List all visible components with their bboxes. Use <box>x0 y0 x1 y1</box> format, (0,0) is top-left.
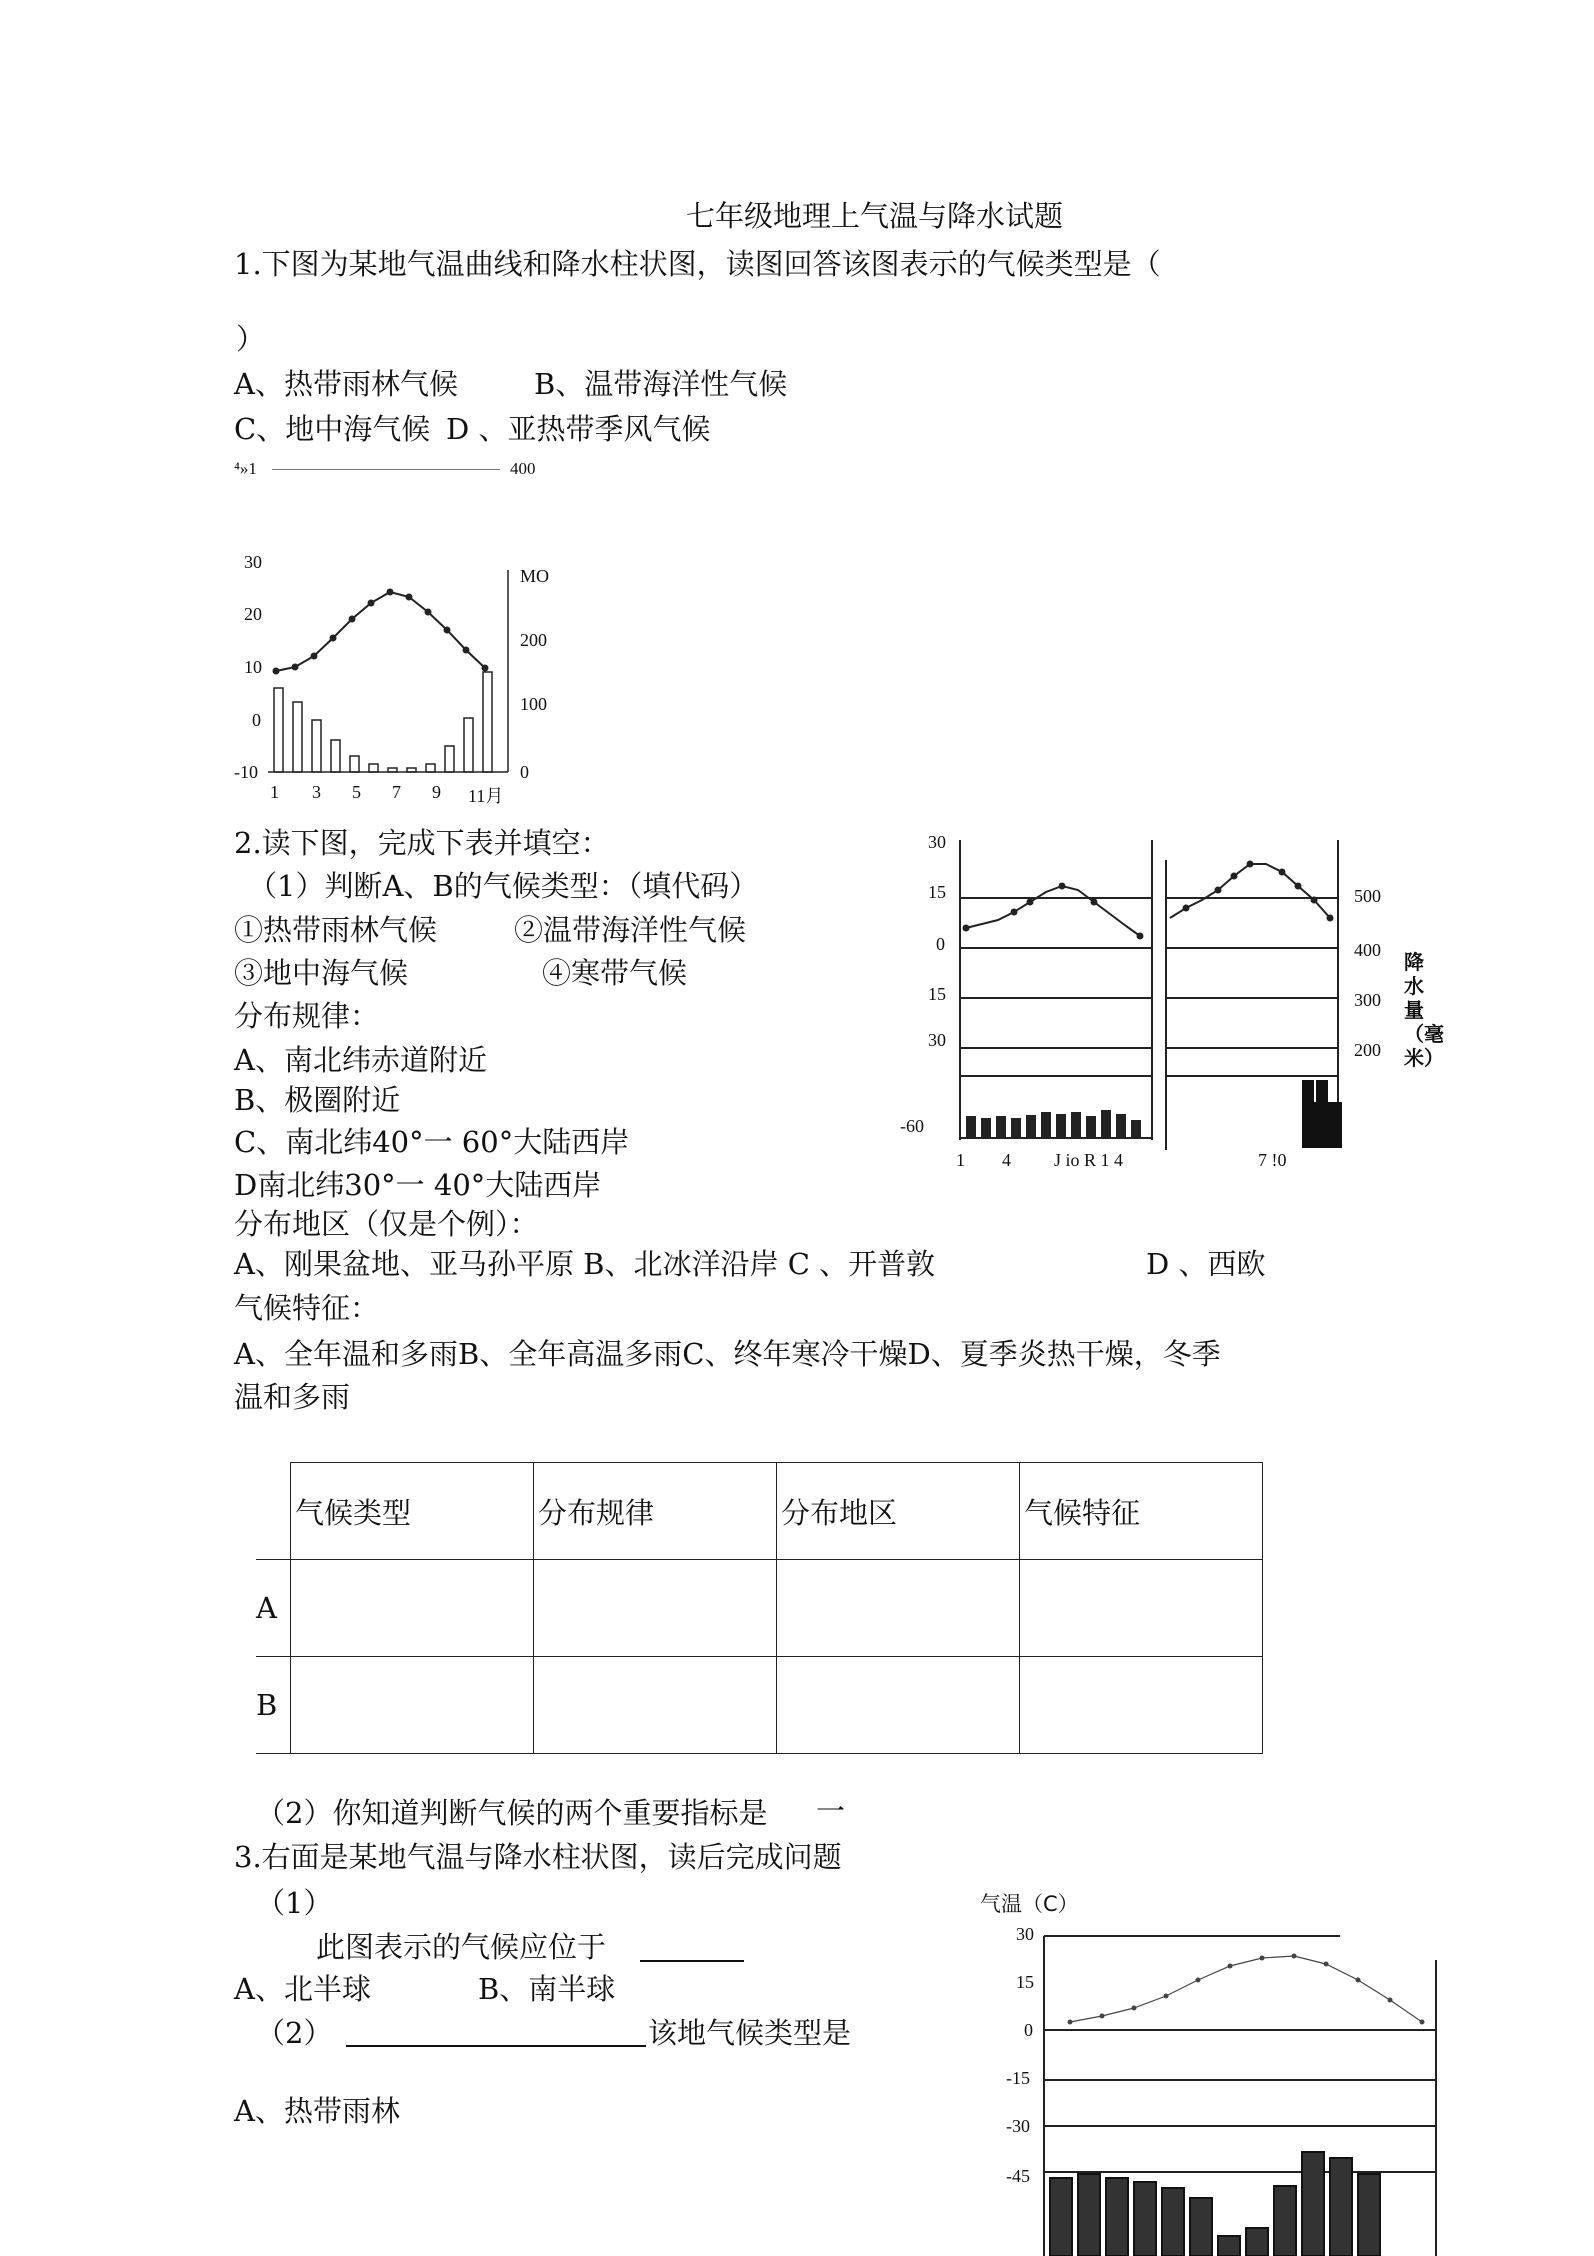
precip-bar <box>293 702 302 772</box>
temp-point <box>1295 883 1302 890</box>
q3-option-a2: A、热带雨林 <box>234 2094 400 2128</box>
precip-bar <box>1071 1112 1081 1138</box>
table-corner-cell <box>256 1463 291 1560</box>
precip-bar <box>966 1116 976 1138</box>
q2-choice-1: ①热带雨林气候 <box>234 913 438 947</box>
q2-area-title: 分布地区（仅是个例）： <box>234 1207 539 1241</box>
temp-point <box>1388 1998 1393 2003</box>
chart1-x-tick: 5 <box>352 782 361 802</box>
temp-point <box>1231 873 1238 880</box>
chart2-y-right-label: 降水量（毫米） <box>1404 950 1444 1070</box>
scan-line <box>272 469 500 470</box>
q3-sub2-text: 该地气候类型是 <box>648 2016 852 2050</box>
temp-point <box>1247 861 1254 868</box>
temp-point <box>482 665 489 672</box>
table-row <box>256 1560 1263 1657</box>
table-header-cell: 分布规律 <box>534 1463 777 1560</box>
temp-point <box>463 647 470 654</box>
q1-stem: 1.下图为某地气温曲线和降水柱状图，读图回答该图表示的气候类型是（ <box>234 247 1161 281</box>
chart3-y-tick: -15 <box>1006 2068 1030 2088</box>
q1-option-d: D 、亚热带季风气候 <box>446 412 711 446</box>
q3-option-a: A、北半球 <box>234 1972 371 2006</box>
chart3-y-tick: -30 <box>1006 2116 1030 2136</box>
chart1-y-tick: 0 <box>252 710 261 730</box>
precip-bar <box>369 764 378 772</box>
chart2-x-tick: 7 !0 <box>1258 1150 1287 1170</box>
q3-sub2: （2） <box>256 2016 333 2050</box>
table-answer-cell[interactable] <box>1020 1560 1263 1657</box>
precip-bar <box>1011 1118 1021 1138</box>
table-answer-cell[interactable] <box>291 1657 534 1754</box>
precip-bar <box>350 756 359 772</box>
precip-bar <box>1134 2182 1156 2256</box>
chart1-x-tick: 11月 <box>468 786 504 806</box>
chart2-y-right-tick: 200 <box>1354 1040 1381 1060</box>
chart2-climographs <box>956 840 1446 1160</box>
chart3-bars <box>1050 2152 1380 2256</box>
precip-bar <box>1041 1112 1051 1138</box>
table-header-row <box>256 1463 1263 1560</box>
chart2-a-bars <box>966 1110 1141 1138</box>
chart2-y-right-tick: 500 <box>1354 886 1381 906</box>
temp-point <box>1100 2014 1105 2019</box>
chart3-y-label: 气温（C） <box>980 1892 1079 1916</box>
precip-bar <box>1106 2178 1128 2256</box>
temp-point <box>1327 915 1334 922</box>
temp-point <box>963 925 970 932</box>
precip-bar <box>1101 1110 1111 1138</box>
table-answer-cell[interactable] <box>1020 1657 1263 1754</box>
temp-point <box>1311 897 1318 904</box>
temp-point <box>1059 883 1066 890</box>
q2-feature-title: 气候特征： <box>234 1291 380 1325</box>
chart2-y-tick: -60 <box>900 1116 924 1136</box>
temp-point <box>406 594 413 601</box>
precip-bar <box>1190 2198 1212 2256</box>
chart1-y-tick: 10 <box>244 657 262 677</box>
chart2-x-tick: 1 <box>956 1150 965 1170</box>
chart1-y-tick: 20 <box>244 604 262 624</box>
chart1-x-tick: 3 <box>312 782 321 802</box>
chart1-y-tick: 30 <box>244 552 262 572</box>
q2-rule-c: C、南北纬40°一 60°大陆西岸 <box>234 1125 630 1159</box>
chart2-y-tick: 15 <box>928 984 946 1004</box>
chart2-y-right-tick: 300 <box>1354 990 1381 1010</box>
temp-point <box>368 600 375 607</box>
q1-stem-end: ） <box>236 322 266 356</box>
q2-choice-2: ②温带海洋性气候 <box>514 913 747 947</box>
chart3-y-tick: 0 <box>1024 2020 1033 2040</box>
q3-stem: 3.右面是某地气温与降水柱状图，读后完成问题 <box>234 1840 842 1874</box>
temp-point <box>292 664 299 671</box>
temp-point <box>1132 2006 1137 2011</box>
chart1-x-tick: 9 <box>432 782 441 802</box>
temp-point <box>1420 2020 1425 2025</box>
q2-choice-3: ③地中海气候 <box>234 956 409 990</box>
precip-bar <box>426 764 435 772</box>
chart3-climograph <box>1040 1930 1440 2256</box>
precip-bar <box>1302 2152 1324 2256</box>
temp-point <box>1011 909 1018 916</box>
q2-sub1: （1）判断A、B的气候类型：（填代码） <box>248 869 759 903</box>
temp-point <box>1164 1994 1169 1999</box>
precip-bar <box>1274 2186 1296 2256</box>
temp-point <box>1091 899 1098 906</box>
table-header-cell: 分布地区 <box>777 1463 1020 1560</box>
q1-option-a: A、热带雨林气候 <box>234 367 458 401</box>
temp-point <box>1279 869 1286 876</box>
temp-point <box>349 616 356 623</box>
precip-bar <box>1358 2174 1380 2256</box>
temp-point <box>387 589 394 596</box>
precip-bar <box>1246 2228 1268 2256</box>
chart2-panel-a <box>960 840 1152 1140</box>
chart2-a-temp-line <box>966 886 1140 936</box>
chart2-y-tick: 30 <box>928 1030 946 1050</box>
chart2-x-tick: J io R 1 4 <box>1054 1150 1124 1170</box>
temp-point <box>1324 1962 1329 1967</box>
temp-point <box>1183 905 1190 912</box>
q2-sub2: （2）你知道判断气候的两个重要指标是 <box>256 1796 768 1830</box>
precip-bar <box>996 1116 1006 1138</box>
q2-stem: 2.读下图，完成下表并填空： <box>234 826 610 860</box>
q3-sub1: （1） <box>256 1886 333 1920</box>
chart1-x-tick: 7 <box>392 782 401 802</box>
temp-point <box>1292 1954 1297 1959</box>
precip-bar <box>981 1118 991 1138</box>
q1-option-b: B、温带海洋性气候 <box>534 367 788 401</box>
chart1-bars <box>274 672 492 772</box>
precip-bar <box>1086 1116 1096 1138</box>
q2-rule-a: A、南北纬赤道附近 <box>234 1043 487 1077</box>
chart1-y-tick: -10 <box>234 762 258 782</box>
precip-bar <box>1050 2178 1072 2256</box>
temp-point <box>444 627 451 634</box>
precip-bar-block <box>1302 1102 1342 1148</box>
precip-bar <box>388 768 397 772</box>
table-answer-cell[interactable] <box>777 1560 1020 1657</box>
chart1-y-right-tick: MO <box>520 566 550 586</box>
precip-bar <box>464 718 473 772</box>
q2-area-line: A、刚果盆地、亚马孙平原 B、北冰洋沿岸 C 、开普敦 <box>234 1247 936 1281</box>
precip-bar <box>331 740 340 772</box>
chart3-y-tick: 30 <box>1016 1924 1034 1944</box>
q3-sub1-text: 此图表示的气候应位于 <box>316 1930 607 1964</box>
precip-bar <box>274 688 283 772</box>
table-answer-cell[interactable] <box>777 1657 1020 1754</box>
chart2-y-right-tick: 400 <box>1354 940 1381 960</box>
precip-bar <box>312 720 321 772</box>
q2-rule-title: 分布规律： <box>234 999 380 1033</box>
table-answer-cell[interactable] <box>534 1657 777 1754</box>
precip-bar <box>483 672 492 772</box>
answer-table <box>256 1462 1263 1754</box>
precip-bar <box>1078 2174 1100 2256</box>
chart3-temp-points <box>1068 1954 1425 2025</box>
chart3-temp-line <box>1070 1956 1422 2022</box>
precip-bar <box>1026 1115 1036 1138</box>
precip-bar <box>407 768 416 772</box>
chart2-b-temp-line <box>1170 864 1330 918</box>
chart2-y-tick: 15 <box>928 882 946 902</box>
temp-point <box>1137 933 1144 940</box>
precip-bar <box>1056 1114 1066 1138</box>
table-row-label: B <box>256 1657 291 1754</box>
table-answer-cell[interactable] <box>291 1560 534 1657</box>
table-answer-cell[interactable] <box>534 1560 777 1657</box>
chart1-y-right-tick: 0 <box>520 762 529 782</box>
q3-sub2-blank[interactable] <box>346 2045 646 2047</box>
temp-point <box>425 609 432 616</box>
scan-line-left: ⁴»1 <box>234 459 257 478</box>
scan-line-right: 400 <box>510 459 536 478</box>
chart2-x-tick: 4 <box>1002 1150 1011 1170</box>
chart1-y-right-tick: 100 <box>520 694 547 714</box>
temp-point <box>311 653 318 660</box>
q2-feature-line1: A、全年温和多雨B、全年高温多雨C、终年寒冷干燥D、夏季炎热干燥，冬季 <box>234 1337 1221 1371</box>
q3-option-b: B、南半球 <box>478 1972 616 2006</box>
precip-bar <box>1116 1114 1126 1138</box>
table-row-label: A <box>256 1560 291 1657</box>
chart2-y-tick: 0 <box>936 934 945 954</box>
table-header-cell: 气候类型 <box>291 1463 534 1560</box>
temp-point <box>1260 1956 1265 1961</box>
temp-point <box>1196 1978 1201 1983</box>
chart3-y-tick: 15 <box>1016 1972 1034 1992</box>
q3-sub1-blank[interactable] <box>640 1960 744 1962</box>
temp-point <box>1068 2020 1073 2025</box>
precip-bar <box>445 746 454 772</box>
temp-point <box>1215 887 1222 894</box>
temp-point <box>1228 1964 1233 1969</box>
precip-bar <box>1218 2236 1240 2256</box>
chart3-y-tick: -45 <box>1006 2166 1030 2186</box>
q2-choice-4: ④寒带气候 <box>542 956 688 990</box>
table-row <box>256 1657 1263 1754</box>
q2-feature-line2: 温和多雨 <box>234 1380 351 1414</box>
chart2-y-tick: 30 <box>928 832 946 852</box>
chart2-b-temp-points <box>1183 861 1334 922</box>
temp-point <box>273 668 280 675</box>
temp-point <box>1356 1978 1361 1983</box>
chart1-temp-line <box>276 592 485 671</box>
chart2-a-temp-points <box>963 883 1144 940</box>
temp-point <box>1027 899 1034 906</box>
chart1-y-right-tick: 200 <box>520 630 547 650</box>
precip-bar <box>1131 1120 1141 1138</box>
precip-bar <box>1162 2188 1184 2256</box>
q2-sub2-blank[interactable]: 一 <box>816 1794 846 1828</box>
chart2-b-bars <box>1302 1080 1342 1148</box>
temp-point <box>330 635 337 642</box>
q2-rule-d: D南北纬30°一 40°大陆西岸 <box>234 1168 602 1202</box>
q2-rule-b: B、极圈附近 <box>234 1083 401 1117</box>
page-title: 七年级地理上气温与降水试题 <box>686 199 1064 233</box>
q2-area-d: D 、西欧 <box>1146 1247 1266 1281</box>
chart1-x-tick: 1 <box>270 782 279 802</box>
chart1-climograph <box>260 550 520 780</box>
table-header-cell: 气候特征 <box>1020 1463 1263 1560</box>
precip-bar <box>1330 2158 1352 2256</box>
q1-option-c: C、地中海气候 <box>234 412 431 446</box>
